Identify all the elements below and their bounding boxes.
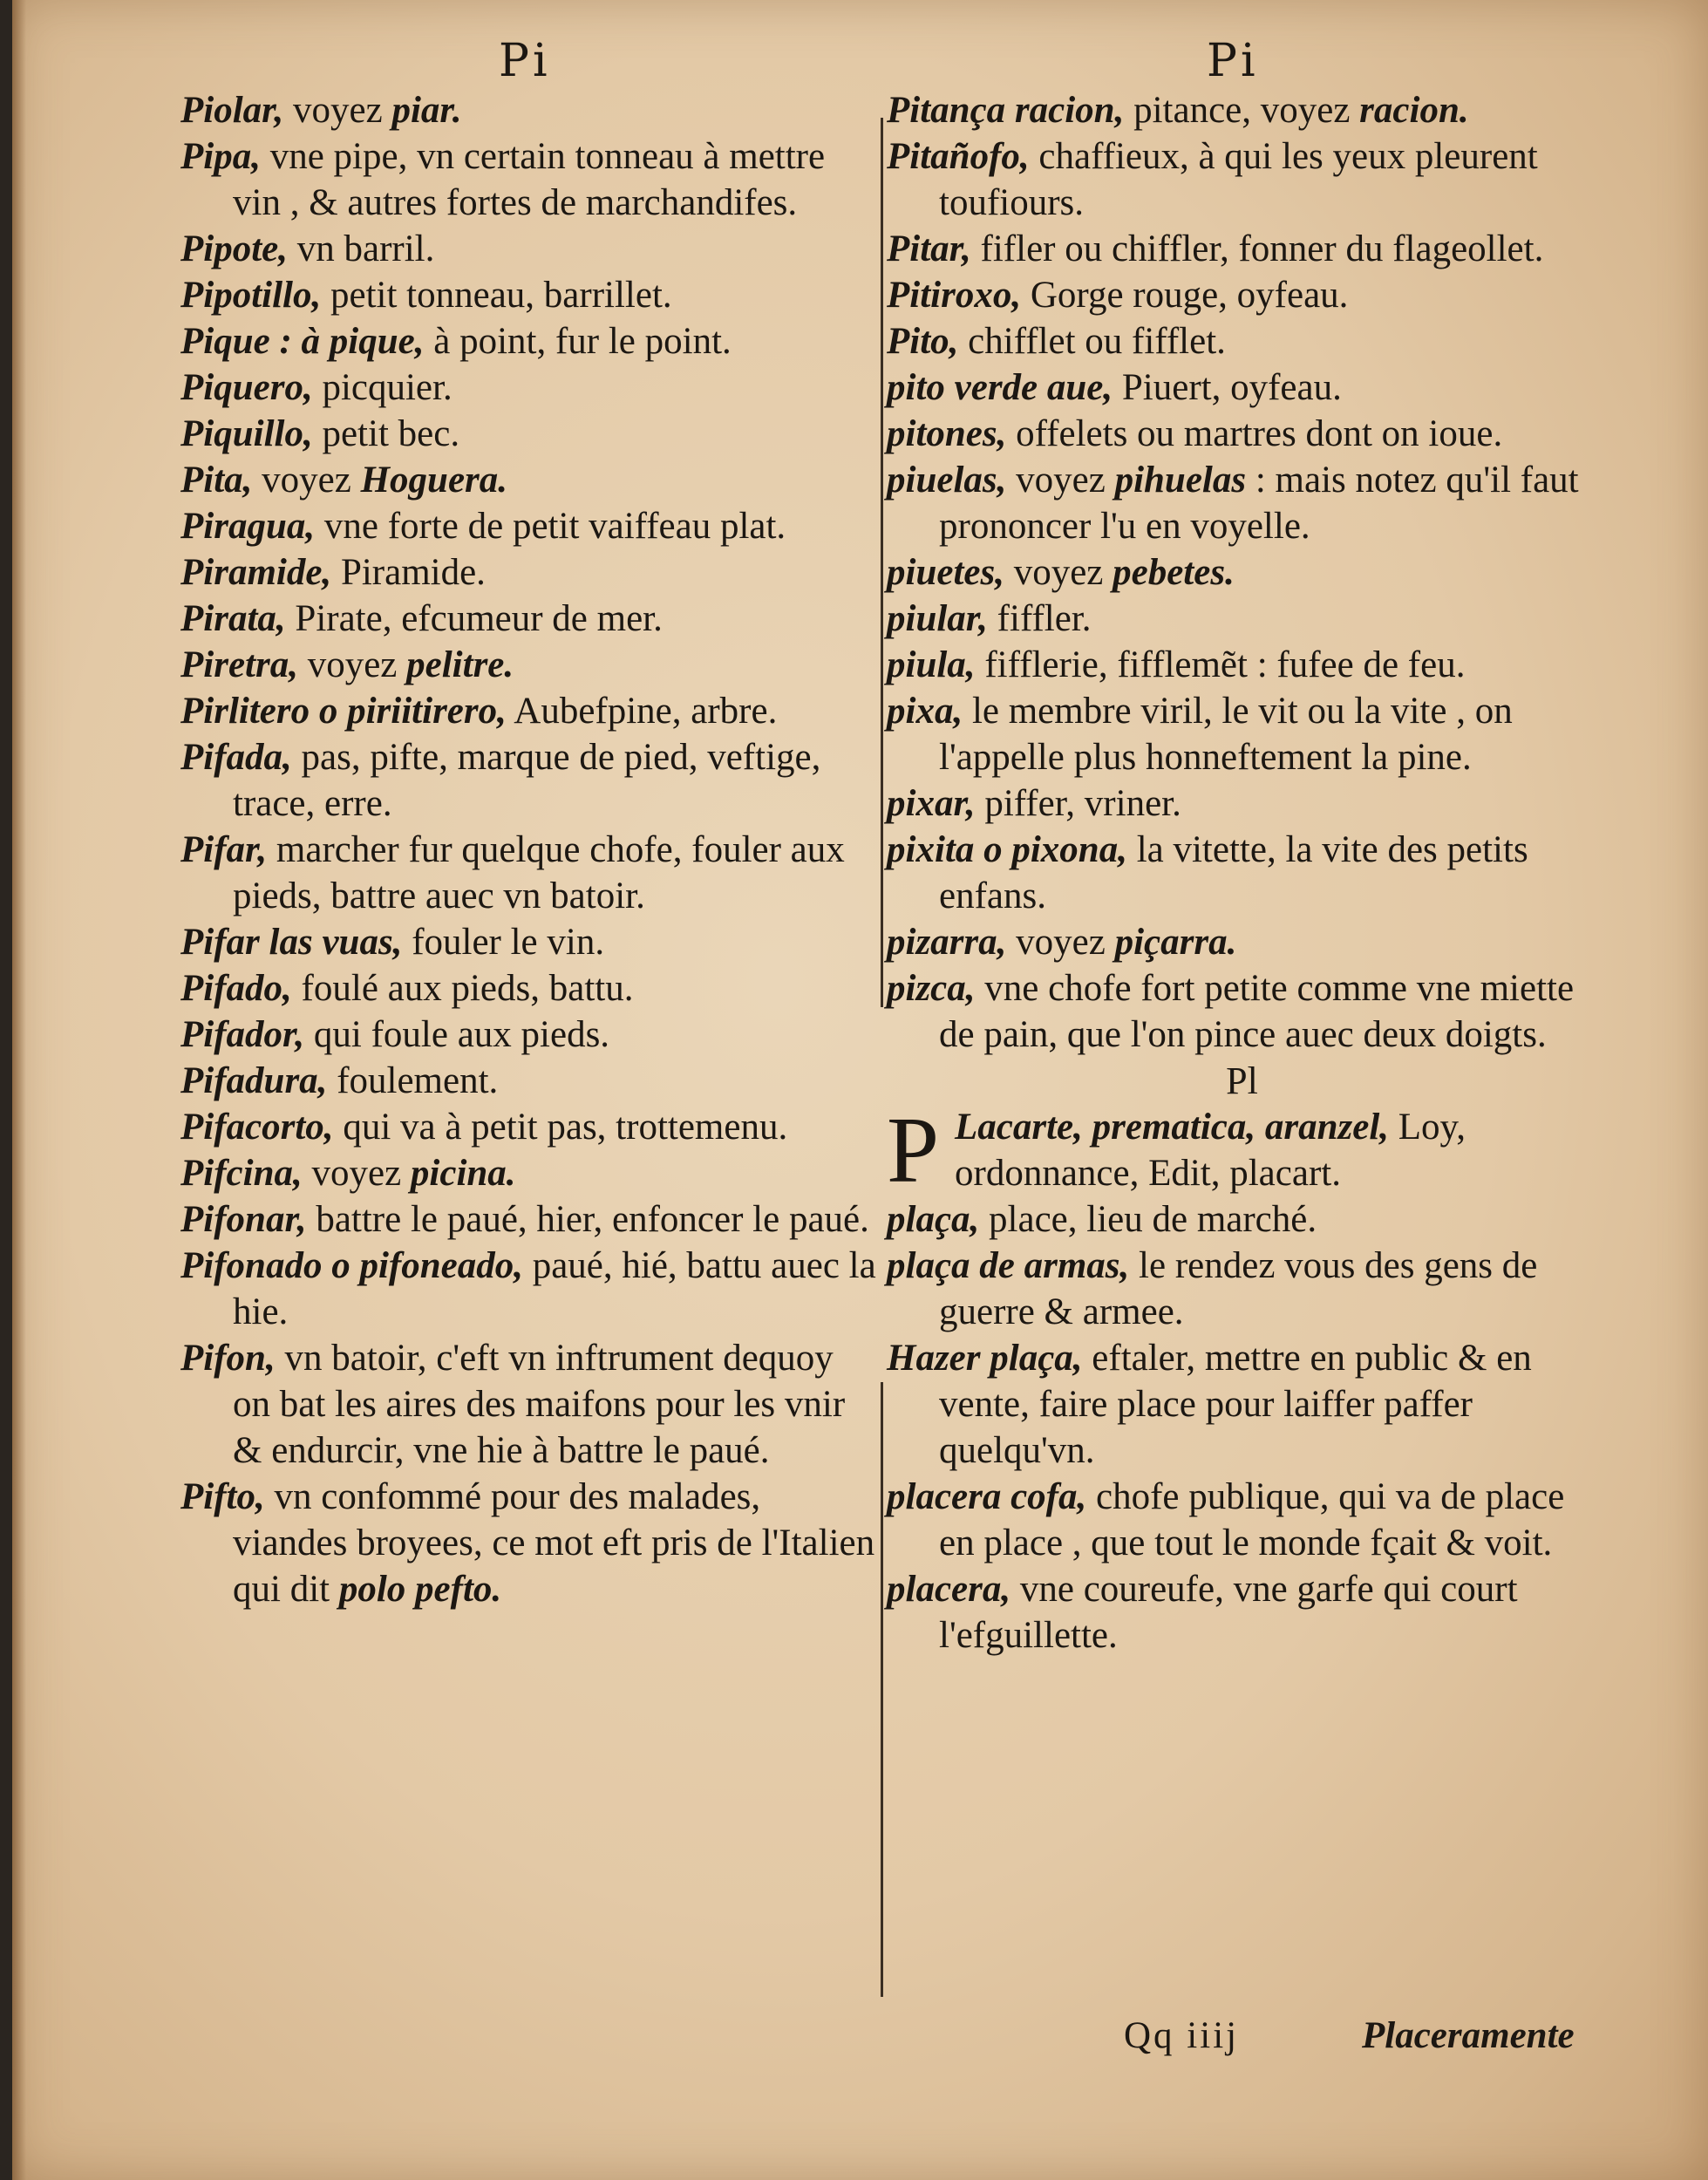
entry-headword: Pipotillo, [180,275,322,316]
entry-definition: battre le paué, hier, enfoncer le paué. [306,1199,869,1240]
entry-headword: plaça, [887,1199,980,1240]
entry-definition: à point, fur le point. [424,321,732,362]
entry-headword: pixar, [887,783,976,824]
column-rule-upper [881,118,883,1007]
entry-definition: chaffieux, à qui les yeux pleurent toufiours. [939,136,1538,223]
entry-definition: voyez [302,1153,411,1194]
signature-mark: Qq iiij [1124,2015,1240,2056]
dictionary-entry [180,1474,878,1612]
entry-definition: offelets ou martres dont on ioue. [1006,413,1503,454]
entry-headword: Pitar, [887,228,971,269]
entry-headword: pito verde aue, [887,367,1113,408]
entry-definition-continued: : mais notez qu'il faut prononcer l'u en voyelle. [939,460,1579,547]
entry-headword: Pifonar, [180,1199,307,1240]
drop-cap: P [887,1099,940,1202]
entry-headword: Piquero, [180,367,313,408]
entry-headword: Pipote, [180,228,288,269]
entry-headword: pitones, [887,413,1007,454]
entry-headword: Pifonado o pifoneado, [180,1245,523,1286]
entry-definition: voyez [1006,460,1115,501]
entry-headword: Pita, [180,460,253,501]
left-column [180,87,878,1612]
dictionary-entry [887,364,1597,411]
dictionary-entry [887,1474,1597,1566]
entry-cross-reference: piçarra. [1114,922,1237,963]
entry-headword: Pirata, [180,598,286,639]
dictionary-entry [887,1243,1597,1335]
entry-cross-reference: racion. [1359,90,1469,131]
entry-headword: Pifadura, [180,1060,328,1101]
entry-definition: petit bec. [312,413,460,454]
entry-definition: qui va à petit pas, trottemenu. [333,1107,788,1148]
dictionary-entry [180,364,878,411]
entry-headword: Pipa, [180,136,261,177]
dictionary-entry [180,1104,878,1150]
entry-definition: fouler le vin. [402,922,605,963]
entry-definition: fifflerie, fifflemẽt : fufee de feu. [975,644,1466,685]
entry-definition: piffer, vriner. [975,783,1181,824]
entry-definition: voyez [283,90,392,131]
entry-definition: Gorge rouge, oyfeau. [1021,275,1349,316]
dictionary-entry [180,1150,878,1196]
entry-definition: voyez [297,644,407,685]
dictionary-entry [180,272,878,318]
entry-cross-reference: pelitre. [406,644,514,685]
entry-definition: pas, pifte, marque de pied, veftige, trace, erre. [233,737,821,824]
running-head-right: Pi [1207,35,1259,87]
dictionary-entry [180,411,878,457]
entry-headword: Hazer plaça, [887,1338,1083,1379]
entry-definition: Aubefpine, arbre. [506,691,778,732]
dictionary-entry [887,87,1597,133]
dictionary-entry [887,1566,1597,1659]
dictionary-entry [180,549,878,596]
dictionary-entry [180,734,878,827]
dictionary-entry [180,1058,878,1104]
entry-headword: Pifar las vuas, [180,922,403,963]
dictionary-entry [887,596,1597,642]
dictionary-entry [887,1196,1597,1243]
dictionary-entry [180,642,878,688]
entry-headword: pixita o pixona, [887,829,1127,870]
entry-definition: fiffler. [987,598,1092,639]
entry-definition: place, lieu de marché. [979,1199,1317,1240]
catchword: Placeramente [1362,2015,1575,2056]
entry-definition: Pirate, efcumeur de mer. [285,598,663,639]
entry-definition: le rendez vous des gens de guerre & armee. [939,1245,1538,1332]
dictionary-entry [887,272,1597,318]
running-head-left: Pi [499,35,551,87]
dictionary-entry [180,226,878,272]
entry-definition: voyez [252,460,361,501]
dictionary-entry [180,1335,878,1474]
entry-definition: Loy, ordonnance, Edit, placart. [955,1107,1466,1194]
dictionary-entry [887,642,1597,688]
entry-headword: Pitañofo, [887,136,1030,177]
entry-headword: pizca, [887,968,976,1009]
entry-definition: chofe publique, qui va de place en place , que tout le monde fçait & voit. [939,1476,1565,1563]
entry-headword: piular, [887,598,988,639]
entry-definition: vne chofe fort petite comme vne miette de pain, que l'on pince auec deux doigts. [939,968,1575,1055]
entry-cross-reference: polo pefto. [338,1569,502,1610]
entry-headword: Piquillo, [180,413,313,454]
dictionary-entry [887,780,1597,827]
dictionary-entry [887,318,1597,364]
section-heading: Pl [1226,1059,1258,1102]
book-page [12,0,1708,2180]
entry-headword: Pito, [887,321,959,362]
entry-headword: plaça de armas, [887,1245,1130,1286]
dictionary-entry [180,1196,878,1243]
entry-headword: piuelas, [887,460,1007,501]
entry-headword: Pirlitero o piriitirero, [180,691,507,732]
entry-cross-reference: piar. [391,90,462,131]
dictionary-entry [887,919,1597,965]
dictionary-entry [180,919,878,965]
dictionary-entry [180,965,878,1012]
entry-cross-reference: pihuelas [1114,460,1247,501]
dictionary-entry [887,1099,1597,1202]
dictionary-entry [887,965,1597,1058]
entry-headword: placera, [887,1569,1011,1610]
entry-headword: Pifado, [180,968,292,1009]
entry-cross-reference: picina. [410,1153,516,1194]
entry-definition: foulement. [327,1060,499,1101]
column-rule-lower [881,1382,883,1997]
dictionary-entry [887,549,1597,596]
dictionary-entry [180,318,878,364]
entry-headword: pixa, [887,691,963,732]
entry-definition: chifflet ou fifflet. [958,321,1226,362]
entry-definition: vn barril. [288,228,435,269]
entry-definition: petit tonneau, barrillet. [321,275,672,316]
dictionary-entry [180,503,878,549]
entry-definition: Piramide. [331,552,486,593]
entry-definition: voyez [1004,552,1113,593]
entry-definition: pitance, voyez [1124,90,1360,131]
entry-headword: Pifada, [180,737,292,778]
dictionary-entry [887,457,1597,549]
entry-headword: pizarra, [887,922,1007,963]
entry-cross-reference: pebetes. [1113,552,1235,593]
dictionary-entry [887,226,1597,272]
entry-headword: piula, [887,644,976,685]
entry-headword: Pifon, [180,1338,276,1379]
right-column [887,87,1597,1659]
entry-definition: vn batoir, c'eft vn inftrument dequoy on bat les aires des maifons pour les vnir & endurcir, vne hie à battre le paué. [233,1338,846,1471]
entry-headword: Pifador, [180,1014,305,1055]
entry-definition: vne pipe, vn certain tonneau à mettre vin , & autres fortes de marchandifes. [233,136,826,223]
dictionary-entry [887,1335,1597,1474]
entry-headword: Pifacorto, [180,1107,334,1148]
entry-headword: Piolar, [180,90,284,131]
entry-definition: vne coureufe, vne garfe qui court l'efguillette. [939,1569,1518,1656]
entry-definition: picquier. [312,367,453,408]
entry-headword: Lacarte, prematica, aranzel, [955,1107,1390,1148]
dictionary-entry [180,596,878,642]
entry-headword: Piramide, [180,552,332,593]
entry-definition: foulé aux pieds, battu. [291,968,634,1009]
entry-definition: voyez [1006,922,1115,963]
entry-headword: Pitança racion, [887,90,1125,131]
entry-headword: Piragua, [180,506,316,547]
entry-definition: vn confommé pour des malades, viandes broyees, ce mot eft pris de l'Italien qui dit [233,1476,875,1610]
entry-definition: marcher fur quelque chofe, fouler aux pieds, battre auec vn batoir. [233,829,845,916]
entry-definition: la vitette, la vite des petits enfans. [939,829,1528,916]
entry-headword: Pique : à pique, [180,321,425,362]
entry-headword: Pifcina, [180,1153,303,1194]
dictionary-entry [180,1012,878,1058]
entry-definition: qui foule aux pieds. [304,1014,610,1055]
entry-headword: piuetes, [887,552,1004,593]
dictionary-entry [887,411,1597,457]
entry-definition: le membre viril, le vit ou la vite , on l'appelle plus honneftement la pine. [939,691,1513,778]
entry-headword: Piretra, [180,644,298,685]
dictionary-entry [887,688,1597,780]
dictionary-entry [180,457,878,503]
entry-definition: Piuert, oyfeau. [1113,367,1342,408]
entry-headword: Pifar, [180,829,268,870]
dictionary-entry [180,1243,878,1335]
entry-headword: Pifto, [180,1476,265,1517]
dictionary-entry [180,688,878,734]
entry-definition: fifler ou chiffler, fonner du flageollet. [970,228,1544,269]
dictionary-entry [180,133,878,226]
entry-headword: placera cofa, [887,1476,1087,1517]
entry-definition: vne forte de petit vaiffeau plat. [315,506,786,547]
dictionary-entry [887,827,1597,919]
entry-definition: paué, hié, battu auec la hie. [233,1245,876,1332]
dictionary-entry [887,133,1597,226]
dictionary-entry [180,827,878,919]
dictionary-entry [180,87,878,133]
entry-cross-reference: Hoguera. [360,460,508,501]
entry-headword: Pitiroxo, [887,275,1022,316]
entry-definition: eftaler, mettre en public & en vente, faire place pour laiffer paffer quelqu'vn. [939,1338,1532,1471]
